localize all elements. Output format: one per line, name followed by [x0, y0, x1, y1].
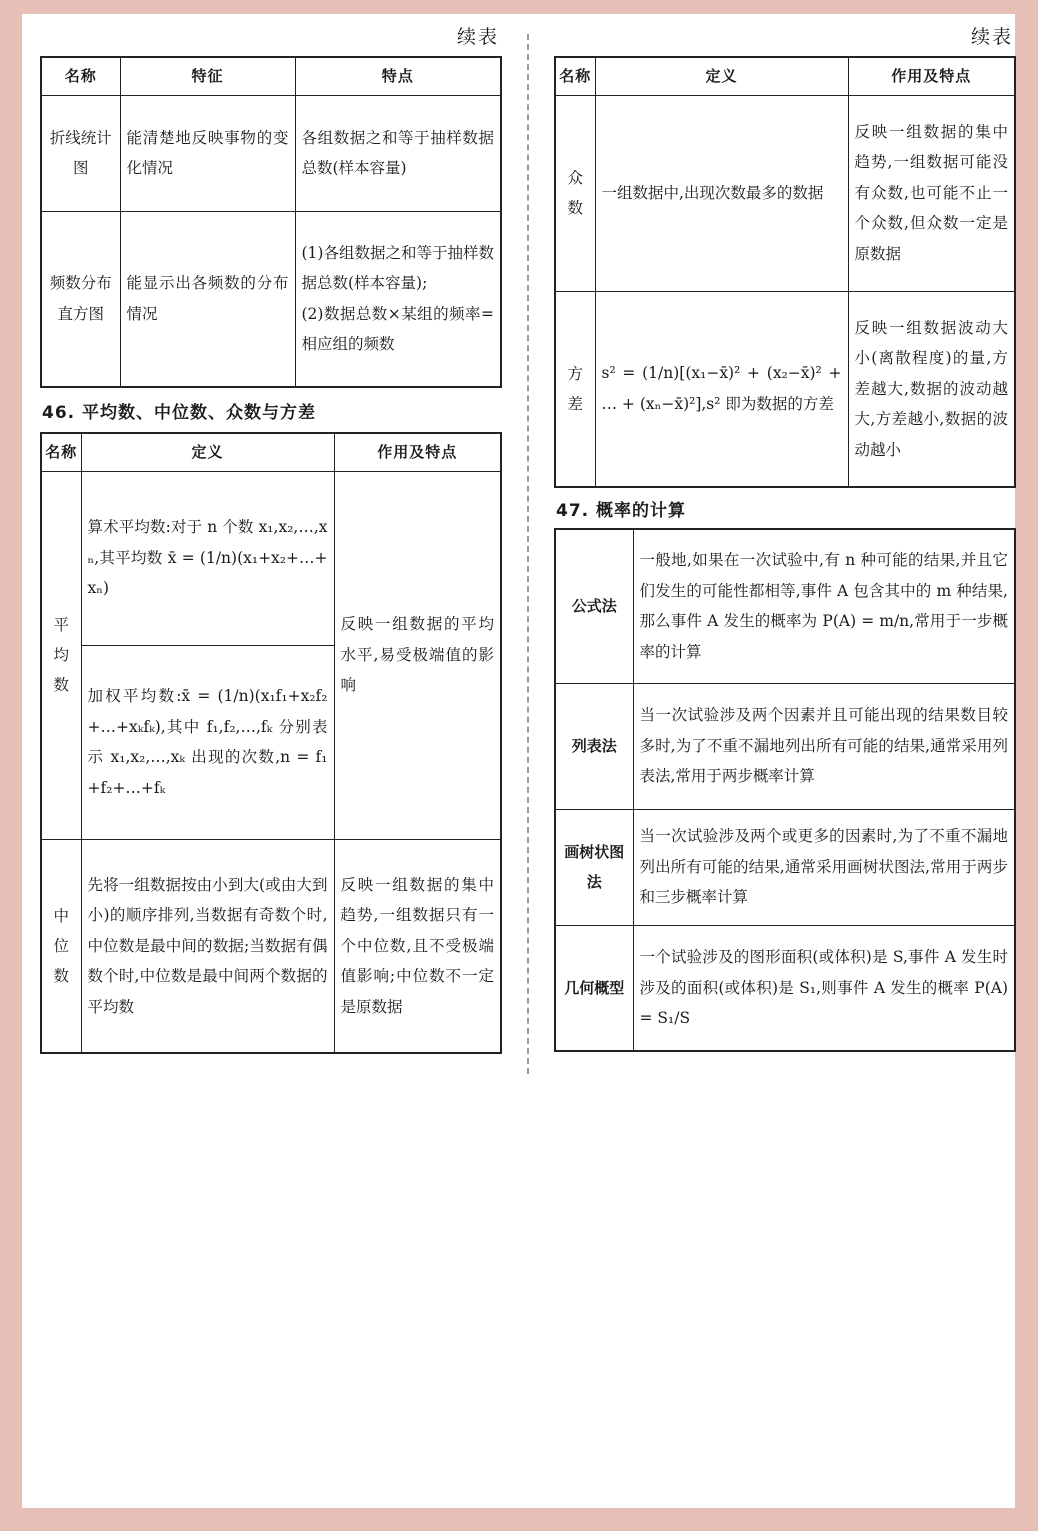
row-point: (1)各组数据之和等于抽样数据总数(样本容量); (2)数据总数×某组的频率=相应组的频数 [295, 211, 501, 387]
continued-label-right: 续表 [971, 26, 1014, 48]
section-46-title: 46. 平均数、中位数、众数与方差 [42, 403, 317, 423]
row-name-median: 中位数 [41, 839, 81, 1053]
table-row [555, 529, 1015, 683]
probability-table [554, 528, 1016, 1052]
row-point: 各组数据之和等于抽样数据总数(样本容量) [295, 95, 501, 211]
mode-feature: 反映一组数据的集中趋势,一组数据可能没有众数,也可能不止一个众数,但众数一定是原数据 [848, 95, 1015, 291]
mean-feature: 反映一组数据的平均水平,易受极端值的影响 [334, 471, 501, 839]
median-feature: 反映一组数据的集中趋势,一组数据只有一个中位数,且不受极端值影响;中位数不一定是原数据 [334, 839, 501, 1053]
table-row [555, 291, 1015, 487]
header-point: 特点 [295, 57, 501, 95]
table-row [41, 95, 501, 211]
variance-definition: s² = (1/n)[(x₁−x̄)² + (x₂−x̄)² + … + (xₙ−x̄)²],s² 即为数据的方差 [595, 291, 848, 487]
header-feature: 作用及特点 [848, 57, 1015, 95]
mode-variance-table [554, 56, 1016, 488]
mean-arithmetic-definition: 算术平均数:对于 n 个数 x₁,x₂,…,xₙ,其平均数 x̄ = (1/n)(x₁+x₂+…+xₙ) [81, 471, 334, 645]
column-divider [527, 34, 529, 1074]
list-method-text: 当一次试验涉及两个因素并且可能出现的结果数目较多时,为了不重不漏地列出所有可能的结果,通常采用列表法,常用于两步概率计算 [633, 683, 1015, 809]
table-row [555, 95, 1015, 291]
header-definition: 定义 [595, 57, 848, 95]
row-name-list-method: 列表法 [555, 683, 633, 809]
table-row [555, 683, 1015, 809]
row-name-formula-method: 公式法 [555, 529, 633, 683]
table-row [555, 925, 1015, 1051]
mode-definition: 一组数据中,出现次数最多的数据 [595, 95, 848, 291]
continued-label-left: 续表 [457, 26, 500, 48]
table-row [41, 839, 501, 1053]
row-name-variance: 方差 [555, 291, 595, 487]
geometric-model-text: 一个试验涉及的图形面积(或体积)是 S,事件 A 发生时涉及的面积(或体积)是 S₁,则事件 A 发生的概率 P(A) = S₁/S [633, 925, 1015, 1051]
table-row [555, 809, 1015, 925]
row-name-histogram: 频数分布直方图 [41, 211, 120, 387]
header-name: 名称 [555, 57, 595, 95]
header-name: 名称 [41, 433, 81, 471]
row-feature: 能清楚地反映事物的变化情况 [120, 95, 295, 211]
variance-feature: 反映一组数据波动大小(离散程度)的量,方差越大,数据的波动越大,方差越小,数据的波动越小 [848, 291, 1015, 487]
statistics-table [40, 432, 502, 1054]
page [22, 14, 1015, 1508]
row-name-tree-method: 画树状图法 [555, 809, 633, 925]
row-name-line-chart: 折线统计图 [41, 95, 120, 211]
row-name-mode: 众数 [555, 95, 595, 291]
mean-weighted-definition: 加权平均数:x̄ = (1/n)(x₁f₁+x₂f₂+…+xₖfₖ),其中 f₁,f₂,…,fₖ 分别表示 x₁,x₂,…,xₖ 出现的次数,n = f₁+f₂+…+fₖ [81, 645, 334, 839]
header-name: 名称 [41, 57, 120, 95]
section-47-title: 47. 概率的计算 [556, 501, 687, 521]
row-name-mean: 平均数 [41, 471, 81, 839]
header-feature: 作用及特点 [334, 433, 501, 471]
median-definition: 先将一组数据按由小到大(或由大到小)的顺序排列,当数据有奇数个时,中位数是最中间的数据;当数据有偶数个时,中位数是最中间两个数据的平均数 [81, 839, 334, 1053]
table-row [41, 211, 501, 387]
header-feature: 特征 [120, 57, 295, 95]
chart-types-table [40, 56, 502, 388]
row-name-geometric-model: 几何概型 [555, 925, 633, 1051]
header-definition: 定义 [81, 433, 334, 471]
tree-method-text: 当一次试验涉及两个或更多的因素时,为了不重不漏地列出所有可能的结果,通常采用画树状图法,常用于两步和三步概率计算 [633, 809, 1015, 925]
row-feature: 能显示出各频数的分布情况 [120, 211, 295, 387]
formula-method-text: 一般地,如果在一次试验中,有 n 种可能的结果,并且它们发生的可能性都相等,事件 A 包含其中的 m 种结果,那么事件 A 发生的概率为 P(A) = m/n,常用于一步概率的计算 [633, 529, 1015, 683]
table-row [41, 471, 501, 645]
